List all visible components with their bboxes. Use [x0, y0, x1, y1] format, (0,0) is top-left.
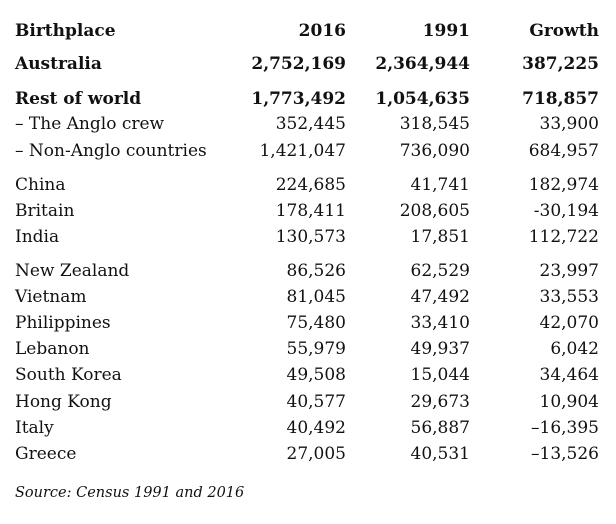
cell-growth: 33,900 [539, 114, 599, 134]
cell-1991: 15,044 [410, 365, 470, 385]
table-row [0, 390, 616, 414]
cell-1991: 736,090 [399, 141, 470, 161]
cell-1991: 17,851 [410, 227, 470, 247]
cell-2016: 2,752,169 [251, 54, 346, 74]
cell-growth: 6,042 [550, 339, 599, 359]
cell-2016: 49,508 [286, 365, 346, 385]
cell-growth: 387,225 [522, 54, 599, 74]
table-row [0, 259, 616, 283]
cell-2016: 40,492 [286, 418, 346, 438]
cell-growth: 23,997 [539, 261, 599, 281]
cell-birthplace: Philippines [15, 313, 111, 333]
column-header-growth: Growth [529, 21, 599, 41]
table-row [0, 337, 616, 361]
header-row [0, 19, 616, 43]
cell-2016: 75,480 [286, 313, 346, 333]
table-row [0, 173, 616, 197]
cell-1991: 56,887 [410, 418, 470, 438]
table-row [0, 285, 616, 309]
cell-birthplace: – Non-Anglo countries [15, 141, 207, 161]
cell-1991: 208,605 [399, 201, 470, 221]
table-row [0, 225, 616, 249]
table-row [0, 311, 616, 335]
cell-2016: 86,526 [286, 261, 346, 281]
cell-2016: 224,685 [275, 175, 346, 195]
cell-growth: 718,857 [522, 89, 599, 109]
cell-1991: 318,545 [399, 114, 470, 134]
cell-birthplace: India [15, 227, 60, 247]
cell-growth: 34,464 [539, 365, 599, 385]
source-note: Source: Census 1991 and 2016 [15, 485, 245, 501]
cell-growth: 33,553 [539, 287, 599, 307]
cell-2016: 81,045 [286, 287, 346, 307]
cell-2016: 130,573 [275, 227, 346, 247]
table-row [0, 442, 616, 466]
cell-growth: –16,395 [531, 418, 599, 438]
cell-birthplace: New Zealand [15, 261, 130, 281]
table-row [0, 87, 616, 111]
column-header-1991: 1991 [422, 21, 470, 41]
cell-birthplace: Hong Kong [15, 392, 112, 412]
cell-1991: 62,529 [410, 261, 470, 281]
table-row [0, 52, 616, 76]
cell-growth: 182,974 [528, 175, 599, 195]
cell-birthplace: Britain [15, 201, 75, 221]
cell-birthplace: Lebanon [15, 339, 90, 359]
cell-growth: 42,070 [539, 313, 599, 333]
cell-birthplace: China [15, 175, 66, 195]
cell-2016: 352,445 [275, 114, 346, 134]
cell-growth: 112,722 [528, 227, 599, 247]
cell-2016: 1,421,047 [259, 141, 346, 161]
cell-2016: 1,773,492 [251, 89, 346, 109]
cell-1991: 47,492 [410, 287, 470, 307]
cell-birthplace: Vietnam [15, 287, 87, 307]
cell-growth: -30,194 [533, 201, 599, 221]
cell-birthplace: South Korea [15, 365, 122, 385]
cell-1991: 40,531 [410, 444, 470, 464]
cell-2016: 55,979 [286, 339, 346, 359]
cell-1991: 33,410 [410, 313, 470, 333]
column-header-birthplace: Birthplace [15, 21, 116, 41]
cell-growth: 10,904 [539, 392, 599, 412]
cell-1991: 41,741 [410, 175, 470, 195]
cell-birthplace: – The Anglo crew [15, 114, 165, 134]
cell-growth: –13,526 [531, 444, 599, 464]
cell-1991: 49,937 [410, 339, 470, 359]
cell-1991: 29,673 [410, 392, 470, 412]
cell-birthplace: Greece [15, 444, 77, 464]
table-row [0, 416, 616, 440]
cell-1991: 2,364,944 [375, 54, 470, 74]
column-header-2016: 2016 [298, 21, 346, 41]
cell-1991: 1,054,635 [375, 89, 470, 109]
cell-2016: 27,005 [286, 444, 346, 464]
table-row [0, 139, 616, 163]
cell-2016: 178,411 [275, 201, 346, 221]
cell-birthplace: Australia [15, 54, 102, 74]
cell-birthplace: Italy [15, 418, 54, 438]
cell-2016: 40,577 [286, 392, 346, 412]
table-row [0, 112, 616, 136]
cell-growth: 684,957 [528, 141, 599, 161]
cell-birthplace: Rest of world [15, 89, 142, 109]
table-row [0, 363, 616, 387]
table-row [0, 199, 616, 223]
